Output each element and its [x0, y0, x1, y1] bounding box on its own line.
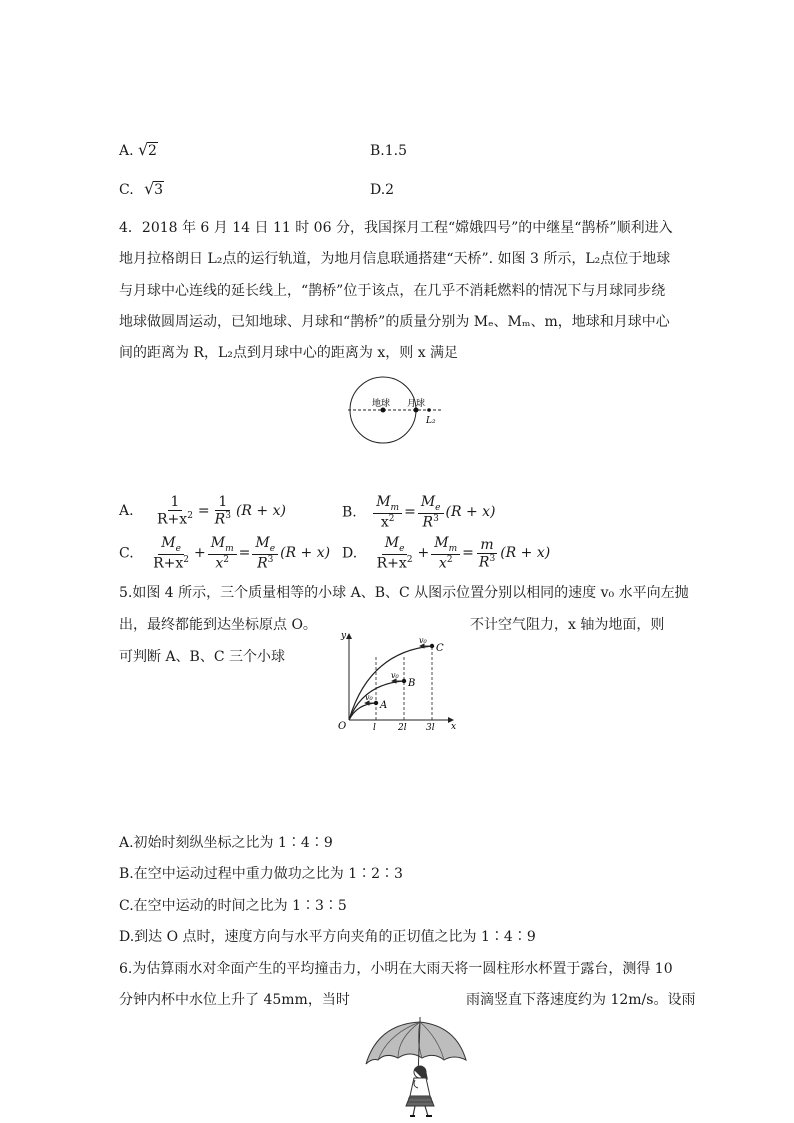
v0-label-b: v₀ [391, 671, 399, 680]
option-label: D. [342, 545, 358, 562]
q5-option-d: D.到达 O 点时，速度方向与水平方向夹角的正切值之比为 1∶4∶9 [119, 929, 536, 945]
q6-line-1: 6.为估算雨水对伞面产生的平均撞击力，小明在大雨天将一圆柱形水杯置于露台，测得 10 [119, 961, 673, 977]
q5-line-1: 5.如图 4 所示，三个质量相等的小球 A、B、C 从图示位置分别以相同的速度 v₀ 水平向左抛 [119, 585, 689, 601]
q6-line-2-right: 雨滴竖直下落速度约为 12m/s。设雨 [466, 992, 696, 1008]
q4-option-d [342, 535, 550, 572]
tick-3l: 3l [426, 723, 435, 733]
q4-line-4: 地球做圆周运动，已知地球、月球和“鹊桥”的质量分别为 Mₑ、Mₘ、m，地球和月球中心 [119, 314, 670, 330]
q4-line-3: 与月球中心连线的延长线上，“鹊桥”位于该点，在几乎不消耗燃料的情况下与月球同步绕 [119, 283, 666, 299]
l2-label: L₂ [426, 416, 436, 426]
l2-dot [427, 408, 431, 412]
origin-label: O [338, 721, 347, 732]
label-c: C [436, 643, 444, 654]
option-label: C. [119, 182, 134, 198]
q4-line-5: 间的距离为 R，L₂点到月球中心的距离为 x，则 x 满足 [119, 345, 459, 361]
earth-moon-figure [340, 375, 450, 455]
q5-line-2-right: 不计空气阻力，x 轴为地面，则 [470, 617, 665, 633]
tick-2l: 2l [398, 723, 407, 733]
formula-b: $\frac{M_m}{x^2}$ = $\frac{M_e}{R^3}$ (R + x) [371, 504, 495, 520]
sqrt-expression: √ 3 [144, 179, 164, 198]
x-axis-label: x [451, 722, 457, 732]
q5-line-2-left: 出，最终都能到达坐标原点 O。 [119, 617, 317, 633]
girl-leg-left [413, 1106, 415, 1116]
q5-option-a: A.初始时刻纵坐标之比为 1∶4∶9 [119, 835, 333, 851]
q5-option-b: B.在空中运动过程中重力做功之比为 1∶2∶3 [119, 866, 403, 882]
option-label: A. [119, 143, 134, 159]
v0-label-c: v₀ [419, 636, 427, 645]
formula-d: $\frac{M_e}{R+x^2}$ + $\frac{M_m}{x^2}$ = $\frac{m}{R^3}$ (R + x) [376, 535, 551, 572]
option-label: C. [119, 545, 134, 562]
projectile-figure [335, 628, 465, 733]
label-a: A [380, 700, 388, 711]
radicand: 3 [154, 182, 164, 198]
umbrella-canopy [366, 1022, 466, 1064]
moon-label: 月球 [407, 399, 426, 409]
v0-label-a: v₀ [365, 693, 373, 702]
formula-a: $\frac{1}{R+x^2}$ = $\frac{1}{R^3}$ (R + x) [157, 494, 286, 528]
q3-option-c [119, 179, 164, 198]
q3-option-b: B.1.5 [370, 143, 408, 159]
trajectory-b [349, 681, 404, 720]
girl-umbrella-illustration [358, 1014, 468, 1120]
q5-line-3: 可判断 A、B、C 三个小球 [119, 649, 286, 665]
q6-line-2-left: 分钟内杯中水位上升了 45mm，当时 [119, 992, 350, 1008]
label-b: B [408, 678, 416, 689]
girl-leg-right [425, 1106, 428, 1116]
girl-skirt [406, 1096, 434, 1106]
q5-option-c: C.在空中运动的时间之比为 1∶3∶5 [119, 898, 347, 914]
q4-option-b [342, 494, 496, 531]
q4-option-a [119, 494, 286, 528]
q4-line-1: 4．2018 年 6 月 14 日 11 时 06 分，我国探月工程“嫦娥四号”的中继星“鹊桥”顺利进入 [119, 220, 673, 236]
sqrt-expression: √ 2 [138, 140, 157, 159]
q4-option-c [119, 535, 330, 572]
q3-option-a [119, 140, 158, 159]
y-axis-label: y [341, 631, 347, 641]
formula-c: $\frac{M_e}{R+x^2}$ + $\frac{M_m}{x^2}$ = $\frac{M_e}{R^3}$ (R + x) [153, 535, 331, 572]
q3-option-d: D.2 [370, 182, 395, 198]
option-label: B. [342, 504, 357, 521]
earth-label: 地球 [372, 399, 391, 409]
radicand: 2 [148, 143, 157, 159]
option-label: A. [119, 502, 134, 519]
girl-dress-top [410, 1078, 430, 1096]
tick-l: l [373, 723, 376, 733]
q4-line-2: 地月拉格朗日 L₂点的运行轨道，为地月信息联通搭建“天桥”. 如图 3 所示，L₂点位于地球 [119, 251, 671, 267]
